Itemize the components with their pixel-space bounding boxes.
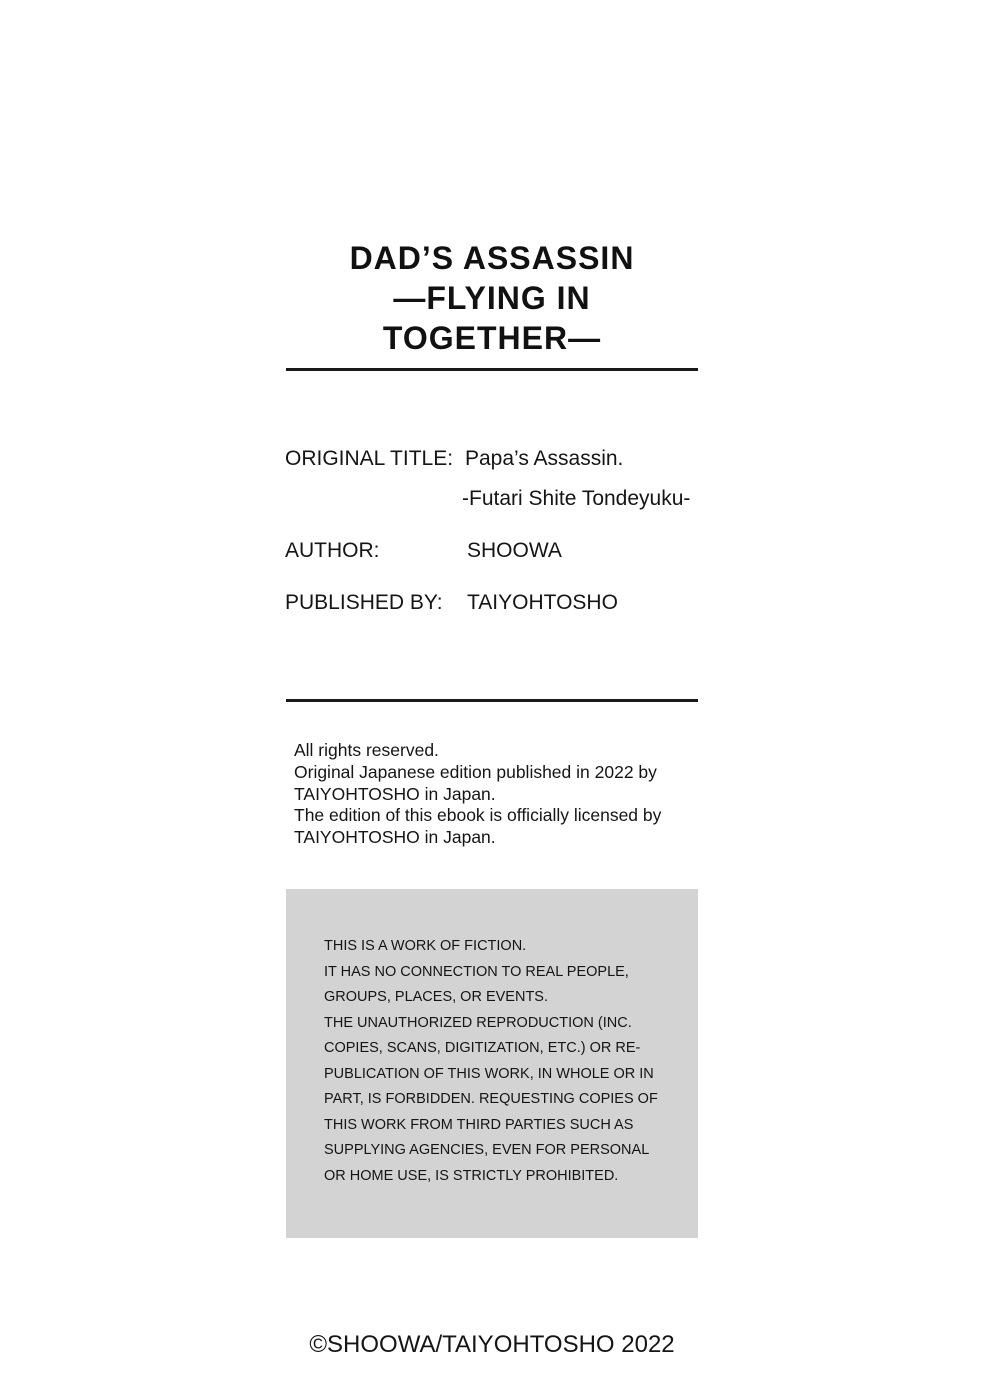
rights-line: All rights reserved. (294, 740, 439, 760)
title-line: DAD’S ASSASSIN (349, 240, 635, 276)
notice-line: PUBLICATION OF THIS WORK, IN WHOLE OR IN (324, 1065, 654, 1082)
rights-statement (294, 740, 661, 849)
rights-line: The edition of this ebook is officially licensed by (294, 805, 662, 826)
divider-top (286, 368, 698, 371)
title-line: —FLYING IN (393, 280, 591, 316)
divider-bottom (286, 699, 698, 702)
notice-line: THIS IS A WORK OF FICTION. (324, 938, 527, 954)
copyright-notice: ©SHOOWA/TAIYOHTOSHO 2022 (309, 1331, 675, 1358)
rights-line: TAIYOHTOSHO in Japan. (294, 783, 496, 804)
original-title-label: ORIGINAL TITLE: (285, 447, 454, 470)
book-title (286, 238, 698, 358)
fiction-notice-text (324, 934, 658, 1189)
original-title-subtitle: -Futari Shite Tondeyuku- (462, 487, 691, 510)
notice-line: THIS WORK FROM THIRD PARTIES SUCH AS (324, 1116, 634, 1133)
title-line: TOGETHER— (382, 320, 602, 356)
notice-line: GROUPS, PLACES, OR EVENTS. (324, 989, 548, 1005)
author-label: AUTHOR: (285, 539, 380, 562)
publisher-label: PUBLISHED BY: (285, 591, 443, 614)
rights-line: Original Japanese edition published in 2022 by (294, 761, 657, 782)
notice-line: OR HOME USE, IS STRICTLY PROHIBITED. (324, 1167, 619, 1184)
notice-line: SUPPLYING AGENCIES, EVEN FOR PERSONAL (324, 1142, 650, 1158)
publisher-value: TAIYOHTOSHO (467, 591, 618, 614)
original-title-value: Papa’s Assassin. (465, 447, 624, 470)
author-value: SHOOWA (467, 539, 562, 562)
notice-line: THE UNAUTHORIZED REPRODUCTION (INC. (324, 1014, 632, 1031)
fiction-notice-box (286, 889, 698, 1238)
notice-line: IT HAS NO CONNECTION TO REAL PEOPLE, (324, 963, 629, 980)
rights-line: TAIYOHTOSHO in Japan. (294, 827, 496, 848)
notice-line: COPIES, SCANS, DIGITIZATION, ETC.) OR RE- (324, 1040, 641, 1056)
notice-line: PART, IS FORBIDDEN. REQUESTING COPIES OF (324, 1091, 658, 1107)
